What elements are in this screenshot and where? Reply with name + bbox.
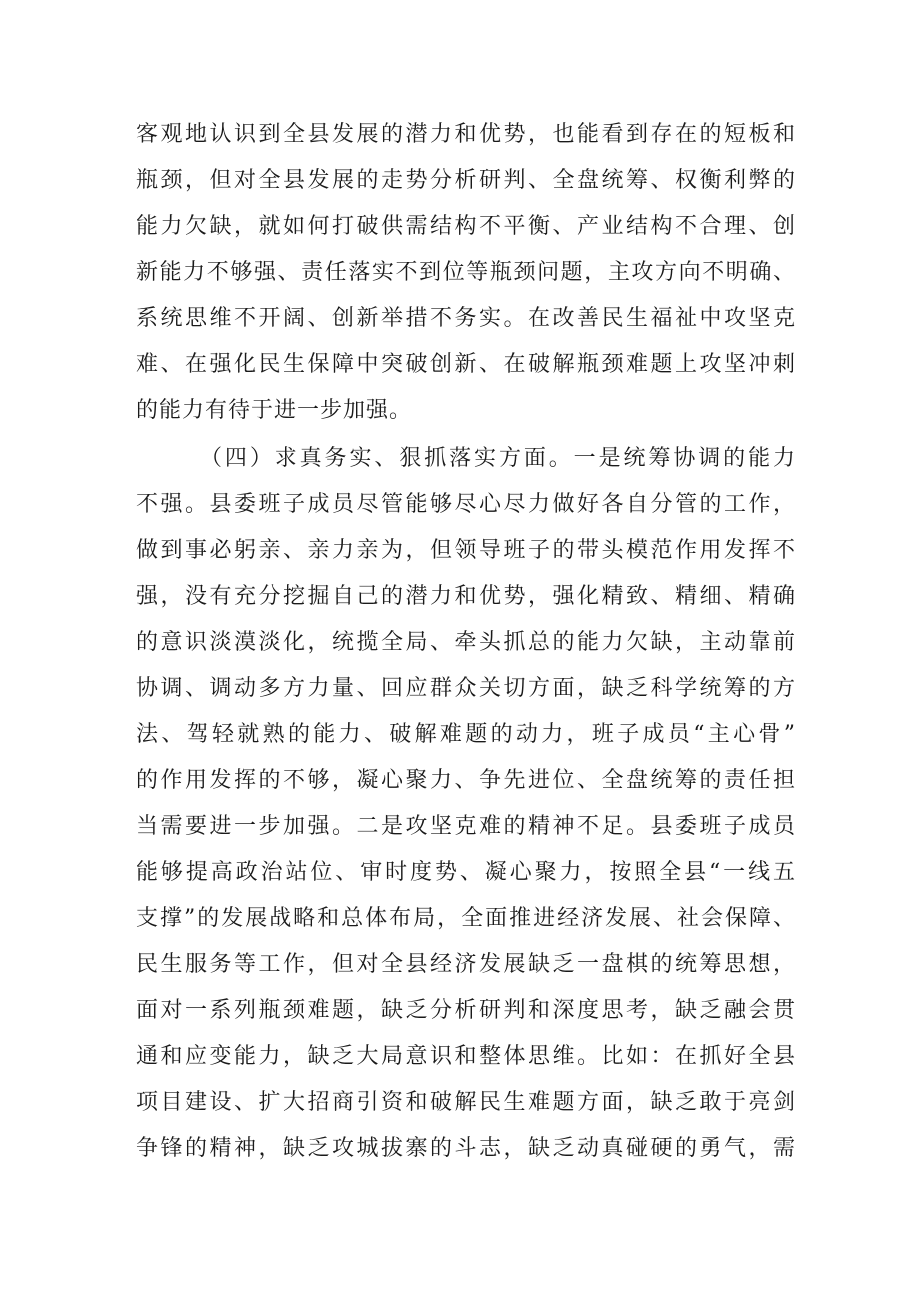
paragraph-line: 协调、调动多方力量、回应群众关切方面，缺乏科学统筹的方: [136, 676, 796, 701]
paragraph-line: 的能力有待于进一步加强。: [136, 398, 413, 423]
paragraph-line: 的作用发挥的不够，凝心聚力、争先进位、全盘统筹的责任担: [136, 768, 796, 793]
paragraph-line: 不强。县委班子成员尽管能够尽心尽力做好各自分管的工作，: [136, 492, 796, 517]
paragraph-line: 的意识淡漠淡化，统揽全局、牵头抓总的能力欠缺，主动靠前: [136, 630, 796, 655]
paragraph-1: [136, 112, 796, 434]
paragraph-2: [136, 436, 796, 1172]
paragraph-line: 面对一系列瓶颈难题，缺乏分析研判和深度思考，缺乏融会贯: [136, 998, 796, 1023]
paragraph-line: 通和应变能力，缺乏大局意识和整体思维。比如：在抓好全县: [136, 1044, 796, 1069]
paragraph-line: 争锋的精神，缺乏攻城拔寨的斗志，缺乏动真碰硬的勇气，需: [136, 1136, 796, 1161]
paragraph-line: 系统思维不开阔、创新举措不务实。在改善民生福祉中攻坚克: [136, 306, 796, 331]
paragraph-line: 新能力不够强、责任落实不到位等瓶颈问题，主攻方向不明确、: [136, 260, 796, 285]
paragraph-line: 客观地认识到全县发展的潜力和优势，也能看到存在的短板和: [136, 122, 796, 147]
paragraph-heading-line: （四）求真务实、狠抓落实方面。一是统筹协调的能力: [200, 446, 796, 471]
paragraph-line: 能力欠缺，就如何打破供需结构不平衡、产业结构不合理、创: [136, 214, 796, 239]
paragraph-line: 能够提高政治站位、审时度势、凝心聚力，按照全县“一线五: [136, 860, 796, 885]
paragraph-line: 民生服务等工作，但对全县经济发展缺乏一盘棋的统筹思想，: [136, 952, 796, 977]
paragraph-line: 当需要进一步加强。二是攻坚克难的精神不足。县委班子成员: [136, 814, 796, 839]
paragraph-line: 做到事必躬亲、亲力亲为，但领导班子的带头模范作用发挥不: [136, 538, 796, 563]
paragraph-line: 强，没有充分挖掘自己的潜力和优势，强化精致、精细、精确: [136, 584, 796, 609]
paragraph-line: 项目建设、扩大招商引资和破解民生难题方面，缺乏敢于亮剑: [136, 1090, 796, 1115]
paragraph-line: 难、在强化民生保障中突破创新、在破解瓶颈难题上攻坚冲刺: [136, 352, 796, 377]
paragraph-line: 瓶颈，但对全县发展的走势分析研判、全盘统筹、权衡利弊的: [136, 168, 796, 193]
paragraph-line: 支撑”的发展战略和总体布局，全面推进经济发展、社会保障、: [136, 906, 796, 931]
paragraph-line: 法、驾轻就熟的能力、破解难题的动力，班子成员“主心骨”: [136, 722, 796, 747]
